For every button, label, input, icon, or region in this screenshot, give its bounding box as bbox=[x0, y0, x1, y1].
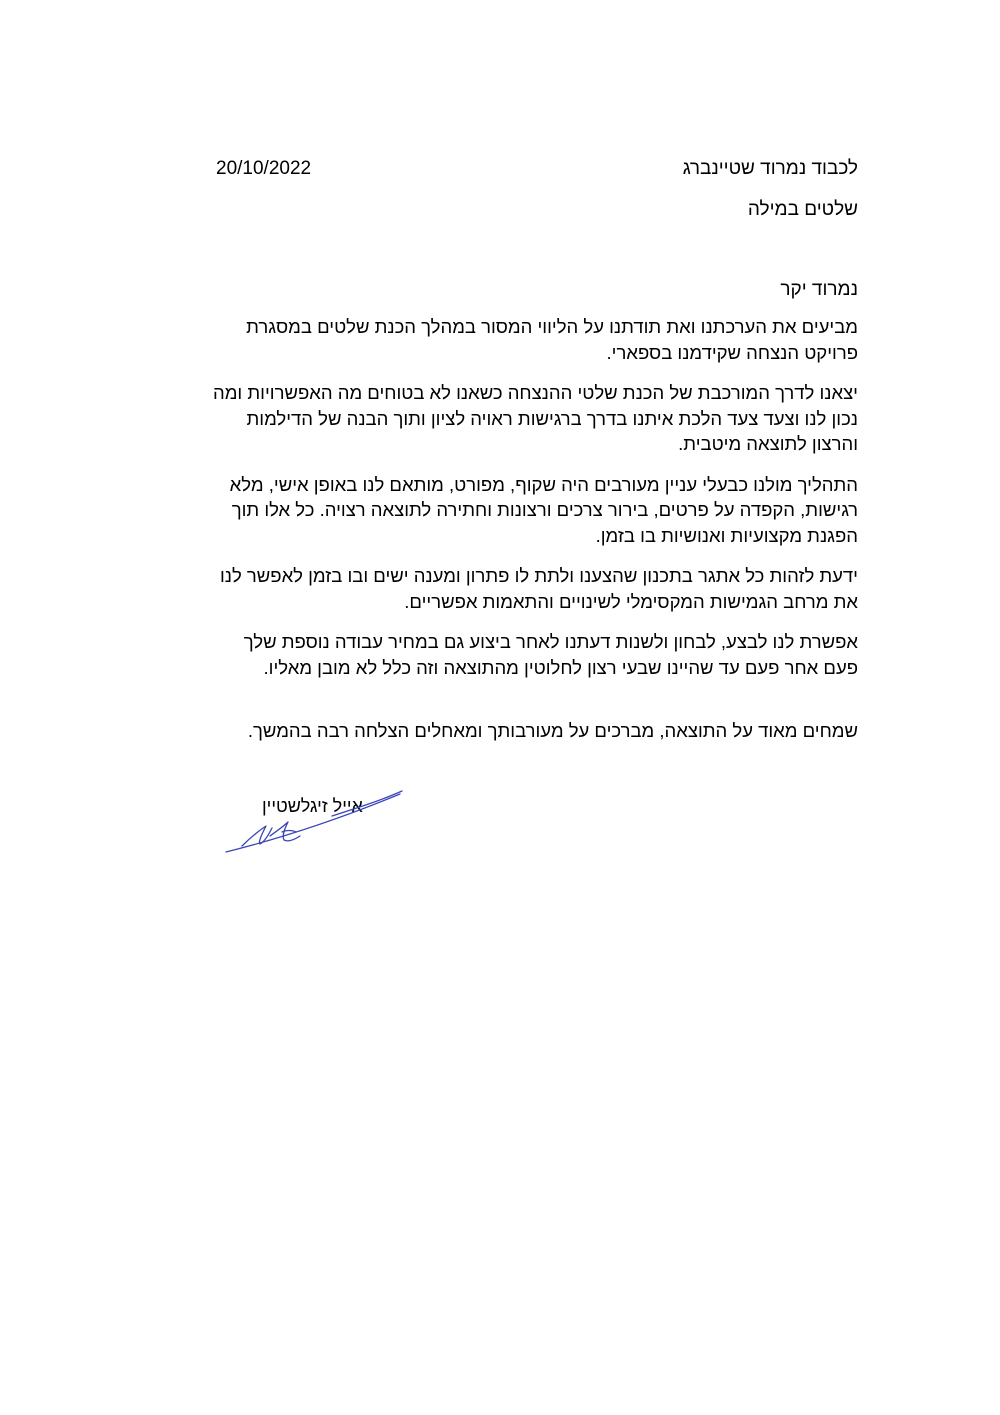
body-paragraph: אפשרת לנו לבצע, לבחון ולשנות דעתנו לאחר ביצוע גם במחיר עבודה נוספת שלך פעם אחר פעם עד שהיינו שבעי רצון לחלוטין מהתוצאה וזה כלל לא מובן מאליו. bbox=[243, 631, 858, 678]
body-paragraph: מביעים את הערכתנו ואת תודתנו על הליווי המסור במהלך הכנת שלטים במסגרת פרויקט הנצחה שקידמנו בספארי. bbox=[246, 316, 858, 363]
signature-letter-1 bbox=[242, 826, 272, 846]
body-paragraph: התהליך מולנו כבעלי עניין מעורבים היה שקוף, מפורט, מותאם לנו באופן אישי, מלא רגישות, הקפדה על פרטים, בירור צרכים ורצונות וחתירה לתוצאה רצויה. כל אלו תוך הפגנת מקצועיות ואנושיות בו בזמן. bbox=[229, 473, 858, 546]
body-paragraph: ידעת לזהות כל אתגר בתכנון שהצענו ולתת לו פתרון ומענה ישים ובו בזמן לאפשר לנו את מרחב הגמישות המקסימלי לשינויים והתאמות אפשריים. bbox=[219, 565, 858, 612]
letter-body bbox=[213, 314, 858, 695]
signature-loop bbox=[282, 831, 296, 833]
signature-upper-stroke bbox=[332, 791, 402, 816]
signature-long-stroke bbox=[226, 794, 400, 852]
letter-date: 20/10/2022 bbox=[216, 158, 312, 179]
company-name: שלטים במילה bbox=[747, 199, 858, 220]
body-paragraph: יצאנו לדרך המורכבת של הכנת שלטי ההנצחה כשאנו לא בטוחים מה האפשרויות ומה נכון לנו וצעד צעד הלכת איתנו בדרך ברגישות ראויה לציון ותוך הבנה של הדילמות והרצון לתוצאה מיטבית. bbox=[212, 382, 858, 454]
handwritten-signature bbox=[222, 786, 407, 858]
salutation: נמרוד יקר bbox=[780, 279, 858, 300]
closing-line: שמחים מאוד על התוצאה, מברכים על מעורבותך ומאחלים הצלחה רבה בהמשך. bbox=[247, 720, 858, 741]
signer-name: אייל זיגלשטיין bbox=[262, 796, 363, 816]
recipient-line: לכבוד נמרוד שטיינברג bbox=[682, 158, 858, 179]
